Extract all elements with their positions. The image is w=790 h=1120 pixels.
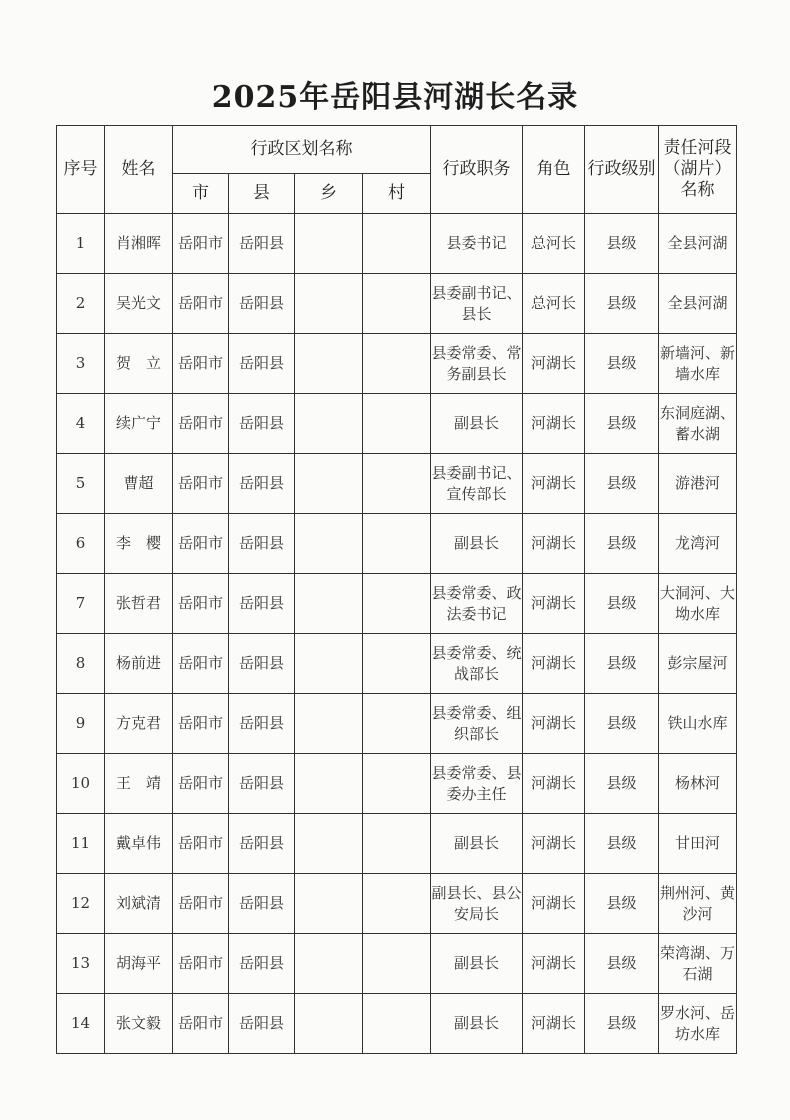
cell-county: 岳阳县 <box>229 694 295 754</box>
cell-county: 岳阳县 <box>229 874 295 934</box>
cell-role: 河湖长 <box>523 994 585 1054</box>
table-row <box>57 994 737 1054</box>
header-city: 市 <box>173 174 229 214</box>
cell-seq: 3 <box>57 334 105 394</box>
cell-position: 县委常委、政法委书记 <box>431 574 523 634</box>
cell-village <box>363 634 431 694</box>
cell-river: 全县河湖 <box>659 274 737 334</box>
cell-name: 刘斌清 <box>105 874 173 934</box>
table-row <box>57 634 737 694</box>
cell-name: 曹超 <box>105 454 173 514</box>
cell-river: 全县河湖 <box>659 214 737 274</box>
cell-city: 岳阳市 <box>173 394 229 454</box>
cell-village <box>363 694 431 754</box>
cell-village <box>363 334 431 394</box>
table-row <box>57 754 737 814</box>
cell-level: 县级 <box>585 994 659 1054</box>
cell-position: 县委副书记、县长 <box>431 274 523 334</box>
cell-role: 河湖长 <box>523 334 585 394</box>
cell-role: 总河长 <box>523 214 585 274</box>
header-township: 乡 <box>295 174 363 214</box>
cell-township <box>295 514 363 574</box>
cell-city: 岳阳市 <box>173 514 229 574</box>
cell-county: 岳阳县 <box>229 994 295 1054</box>
cell-village <box>363 874 431 934</box>
cell-position: 县委常委、县委办主任 <box>431 754 523 814</box>
cell-level: 县级 <box>585 694 659 754</box>
cell-seq: 11 <box>57 814 105 874</box>
cell-river: 荣湾湖、万石湖 <box>659 934 737 994</box>
cell-position: 副县长 <box>431 514 523 574</box>
cell-level: 县级 <box>585 334 659 394</box>
river-chief-table <box>56 125 737 1054</box>
cell-township <box>295 754 363 814</box>
cell-seq: 14 <box>57 994 105 1054</box>
cell-position: 副县长、县公安局长 <box>431 874 523 934</box>
cell-role: 河湖长 <box>523 874 585 934</box>
cell-position: 县委常委、统战部长 <box>431 634 523 694</box>
cell-city: 岳阳市 <box>173 454 229 514</box>
cell-county: 岳阳县 <box>229 394 295 454</box>
cell-name: 李 樱 <box>105 514 173 574</box>
cell-county: 岳阳县 <box>229 274 295 334</box>
cell-name: 张哲君 <box>105 574 173 634</box>
cell-name: 胡海平 <box>105 934 173 994</box>
cell-seq: 4 <box>57 394 105 454</box>
header-county: 县 <box>229 174 295 214</box>
cell-county: 岳阳县 <box>229 754 295 814</box>
cell-city: 岳阳市 <box>173 874 229 934</box>
cell-township <box>295 994 363 1054</box>
cell-role: 河湖长 <box>523 454 585 514</box>
cell-position: 副县长 <box>431 934 523 994</box>
cell-township <box>295 394 363 454</box>
header-position: 行政职务 <box>431 126 523 214</box>
cell-river: 龙湾河 <box>659 514 737 574</box>
cell-township <box>295 634 363 694</box>
cell-name: 方克君 <box>105 694 173 754</box>
cell-level: 县级 <box>585 934 659 994</box>
cell-city: 岳阳市 <box>173 994 229 1054</box>
cell-name: 吴光文 <box>105 274 173 334</box>
cell-position: 副县长 <box>431 814 523 874</box>
cell-seq: 9 <box>57 694 105 754</box>
cell-village <box>363 574 431 634</box>
cell-level: 县级 <box>585 394 659 454</box>
cell-seq: 1 <box>57 214 105 274</box>
cell-position: 副县长 <box>431 994 523 1054</box>
cell-seq: 6 <box>57 514 105 574</box>
cell-seq: 2 <box>57 274 105 334</box>
cell-level: 县级 <box>585 454 659 514</box>
table-row <box>57 874 737 934</box>
cell-township <box>295 334 363 394</box>
cell-village <box>363 214 431 274</box>
header-seq: 序号 <box>57 126 105 214</box>
cell-county: 岳阳县 <box>229 334 295 394</box>
cell-county: 岳阳县 <box>229 634 295 694</box>
cell-river: 东洞庭湖、蓄水湖 <box>659 394 737 454</box>
cell-seq: 5 <box>57 454 105 514</box>
cell-role: 河湖长 <box>523 514 585 574</box>
cell-name: 杨前进 <box>105 634 173 694</box>
cell-level: 县级 <box>585 274 659 334</box>
cell-city: 岳阳市 <box>173 634 229 694</box>
table-row <box>57 214 737 274</box>
cell-county: 岳阳县 <box>229 814 295 874</box>
table-row <box>57 814 737 874</box>
cell-township <box>295 574 363 634</box>
cell-county: 岳阳县 <box>229 214 295 274</box>
header-village: 村 <box>363 174 431 214</box>
cell-river: 罗水河、岳坊水库 <box>659 994 737 1054</box>
cell-village <box>363 994 431 1054</box>
page-title: 2025年岳阳县河湖长名录 <box>211 80 579 115</box>
cell-name: 贺 立 <box>105 334 173 394</box>
header-role: 角色 <box>523 126 585 214</box>
cell-river: 铁山水库 <box>659 694 737 754</box>
cell-county: 岳阳县 <box>229 454 295 514</box>
table-body <box>57 214 737 1054</box>
cell-river: 大洞河、大坳水库 <box>659 574 737 634</box>
header-row-1 <box>57 126 737 174</box>
cell-river: 杨林河 <box>659 754 737 814</box>
cell-county: 岳阳县 <box>229 574 295 634</box>
cell-township <box>295 934 363 994</box>
cell-seq: 8 <box>57 634 105 694</box>
cell-city: 岳阳市 <box>173 934 229 994</box>
cell-level: 县级 <box>585 754 659 814</box>
table-row <box>57 574 737 634</box>
cell-name: 王 靖 <box>105 754 173 814</box>
cell-role: 河湖长 <box>523 394 585 454</box>
cell-county: 岳阳县 <box>229 934 295 994</box>
cell-city: 岳阳市 <box>173 694 229 754</box>
table-row <box>57 334 737 394</box>
cell-river: 荆州河、黄沙河 <box>659 874 737 934</box>
table-row <box>57 274 737 334</box>
cell-village <box>363 454 431 514</box>
cell-village <box>363 754 431 814</box>
cell-village <box>363 274 431 334</box>
cell-role: 总河长 <box>523 274 585 334</box>
table-row <box>57 694 737 754</box>
cell-township <box>295 274 363 334</box>
cell-city: 岳阳市 <box>173 574 229 634</box>
cell-position: 县委常委、组织部长 <box>431 694 523 754</box>
cell-seq: 13 <box>57 934 105 994</box>
cell-village <box>363 514 431 574</box>
cell-river: 甘田河 <box>659 814 737 874</box>
cell-seq: 10 <box>57 754 105 814</box>
table-row <box>57 934 737 994</box>
cell-river: 游港河 <box>659 454 737 514</box>
cell-township <box>295 214 363 274</box>
cell-river: 彭宗屋河 <box>659 634 737 694</box>
cell-name: 肖湘晖 <box>105 214 173 274</box>
cell-seq: 7 <box>57 574 105 634</box>
cell-city: 岳阳市 <box>173 214 229 274</box>
cell-position: 副县长 <box>431 394 523 454</box>
cell-city: 岳阳市 <box>173 334 229 394</box>
cell-role: 河湖长 <box>523 754 585 814</box>
cell-level: 县级 <box>585 874 659 934</box>
cell-position: 县委常委、常务副县长 <box>431 334 523 394</box>
cell-level: 县级 <box>585 214 659 274</box>
cell-role: 河湖长 <box>523 934 585 994</box>
cell-county: 岳阳县 <box>229 514 295 574</box>
cell-level: 县级 <box>585 574 659 634</box>
table-row <box>57 514 737 574</box>
cell-city: 岳阳市 <box>173 274 229 334</box>
cell-level: 县级 <box>585 514 659 574</box>
cell-role: 河湖长 <box>523 634 585 694</box>
header-name: 姓名 <box>105 126 173 214</box>
header-river: 责任河段（湖片）名称 <box>659 126 737 214</box>
cell-level: 县级 <box>585 814 659 874</box>
cell-seq: 12 <box>57 874 105 934</box>
cell-role: 河湖长 <box>523 574 585 634</box>
cell-level: 县级 <box>585 634 659 694</box>
cell-city: 岳阳市 <box>173 754 229 814</box>
cell-position: 县委书记 <box>431 214 523 274</box>
cell-village <box>363 934 431 994</box>
cell-township <box>295 454 363 514</box>
cell-name: 戴卓伟 <box>105 814 173 874</box>
table-row <box>57 454 737 514</box>
cell-position: 县委副书记、宣传部长 <box>431 454 523 514</box>
cell-village <box>363 814 431 874</box>
cell-role: 河湖长 <box>523 814 585 874</box>
cell-city: 岳阳市 <box>173 814 229 874</box>
cell-river: 新墙河、新墙水库 <box>659 334 737 394</box>
cell-township <box>295 874 363 934</box>
cell-name: 续广宁 <box>105 394 173 454</box>
header-level: 行政级别 <box>585 126 659 214</box>
cell-township <box>295 814 363 874</box>
header-region: 行政区划名称 <box>173 126 431 174</box>
table-row <box>57 394 737 454</box>
cell-role: 河湖长 <box>523 694 585 754</box>
cell-name: 张文毅 <box>105 994 173 1054</box>
cell-township <box>295 694 363 754</box>
cell-village <box>363 394 431 454</box>
